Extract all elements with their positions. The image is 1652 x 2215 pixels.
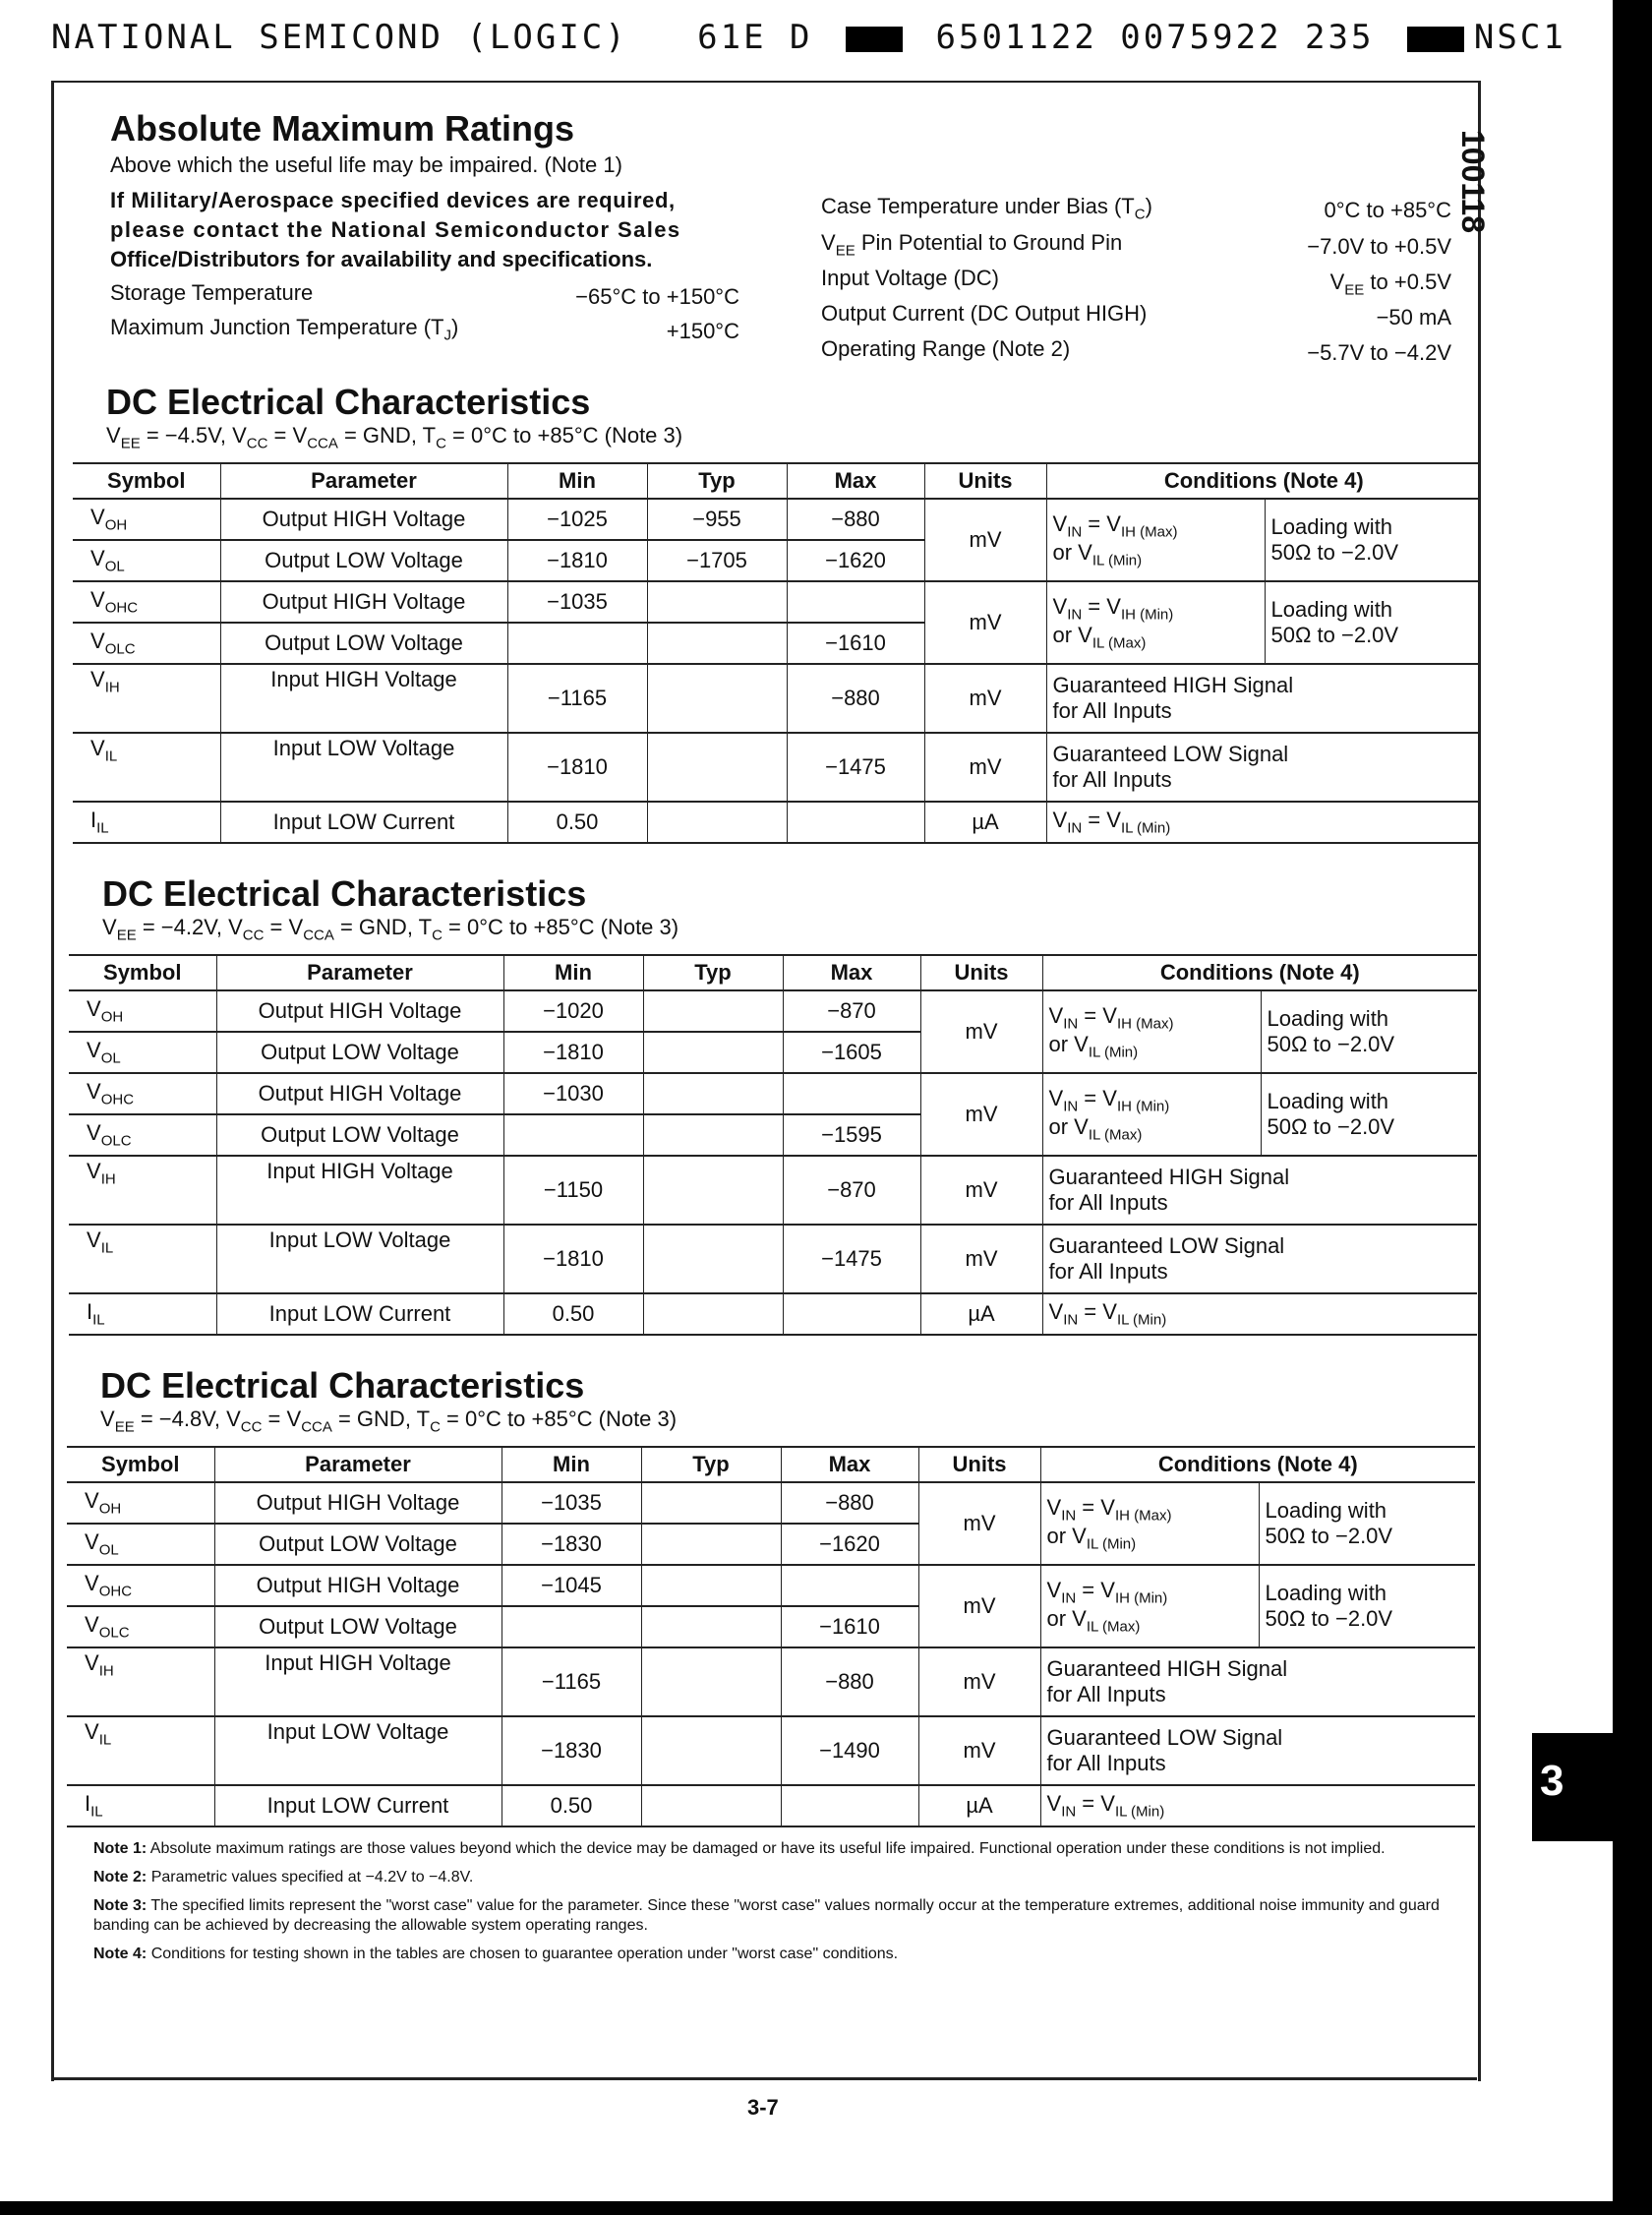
symbol-voh: $V_{OH}$: [69, 990, 216, 1032]
dc-title-0: DC Electrical Characteristics: [106, 382, 591, 422]
header-code-2: 6501122 0075922 235: [935, 18, 1375, 57]
symbol-vohc: $V_{OHC}$: [69, 1073, 216, 1114]
param-vih: Input HIGH Voltage: [220, 664, 507, 733]
table-row: [69, 1225, 1477, 1293]
vih-typ: [641, 1647, 781, 1716]
military-note-line-1: If Military/Aerospace specified devices are required,: [110, 188, 676, 212]
dc-table-2: [67, 1446, 1475, 1827]
military-note-line-2: please contact the National Semiconductor Sales: [110, 217, 681, 242]
col-symbol: Symbol: [69, 955, 216, 990]
vil-min: −1830: [502, 1716, 641, 1785]
volc-max: −1595: [783, 1114, 920, 1156]
abs-left-label-1: Maximum Junction Temperature $(T_J)$: [110, 315, 459, 344]
table-row: [69, 1156, 1477, 1225]
note-4: Note 4: Conditions for testing shown in the tables are chosen to guarantee operation under "worst case" conditions.: [93, 1946, 899, 1962]
table-row: [69, 990, 1477, 1032]
vohc-max: [781, 1565, 918, 1606]
param-vol: Output LOW Voltage: [216, 1032, 503, 1073]
col-conditions: Conditions (Note 4): [1042, 955, 1477, 990]
units-vil: mV: [918, 1716, 1040, 1785]
param-voh: Output HIGH Voltage: [214, 1482, 502, 1524]
cond-loading-2: Loading with 50Ω to −2.0V: [1265, 581, 1481, 664]
table-row: [67, 1647, 1475, 1716]
col-typ: Typ: [641, 1447, 781, 1482]
units-voh-vol: mV: [920, 990, 1042, 1073]
vil-min: −1810: [507, 733, 647, 802]
dc-conditions-1: $V_{EE} = -4.2V$, $V_{CC} = V_{CCA}$ = GND, $T_C = 0^\circ C$ to +85°C (Note 3): [102, 915, 679, 944]
volc-min: [503, 1114, 643, 1156]
table-row: [67, 1482, 1475, 1524]
param-iil: Input LOW Current: [214, 1785, 502, 1826]
symbol-vih: $V_{IH}$: [73, 664, 220, 733]
cond-guaranteed-low: Guaranteed LOW Signal for All Inputs: [1042, 1225, 1477, 1293]
dc-header-row: [67, 1447, 1475, 1482]
cond-loading: Loading with 50Ω to −2.0V: [1259, 1482, 1475, 1565]
volc-max: −1610: [787, 623, 924, 664]
volc-max: −1610: [781, 1606, 918, 1647]
abs-right-value-4: −5.7V to −4.2V: [1307, 340, 1451, 365]
symbol-vol: $V_{OL}$: [67, 1524, 214, 1565]
symbol-voh: $V_{OH}$: [67, 1482, 214, 1524]
param-vohc: Output HIGH Voltage: [214, 1565, 502, 1606]
symbol-vil: $V_{IL}$: [73, 733, 220, 802]
symbol-vih: $V_{IH}$: [67, 1647, 214, 1716]
cond-loading: Loading with 50Ω to −2.0V: [1261, 990, 1477, 1073]
col-units: Units: [924, 463, 1046, 499]
vohc-typ: [647, 581, 787, 623]
units-vih: mV: [924, 664, 1046, 733]
vol-typ: −1705: [647, 540, 787, 581]
symbol-vih: $V_{IH}$: [69, 1156, 216, 1225]
vil-typ: [647, 733, 787, 802]
table-row: [73, 802, 1481, 843]
units-vil: mV: [920, 1225, 1042, 1293]
vih-typ: [643, 1156, 783, 1225]
note-1: Note 1: Absolute maximum ratings are those values beyond which the device may be damaged or have its useful life impaired. Functional operation under these conditions is not implied.: [93, 1840, 1386, 1857]
table-row: [69, 1073, 1477, 1114]
abs-left-label-0: Storage Temperature: [110, 280, 314, 305]
cond-loading: Loading with 50Ω to −2.0V: [1265, 499, 1481, 581]
cond-vin-vih-max: $V_{IN} = V_{IH (Max)}$ or $V_{IL (Min)}$: [1040, 1482, 1259, 1565]
document-header: [51, 18, 1605, 65]
abs-right-label-0: Case Temperature under Bias $(T_C)$: [821, 194, 1152, 223]
symbol-volc: $V_{OLC}$: [73, 623, 220, 664]
cond-vin-vih-min: $V_{IN} = V_{IH (Min)}$ or $V_{IL (Max)}$: [1040, 1565, 1259, 1647]
table-row: [67, 1565, 1475, 1606]
dc-table-1: [69, 954, 1477, 1336]
param-volc: Output LOW Voltage: [220, 623, 507, 664]
vol-min: −1810: [503, 1032, 643, 1073]
vih-max: −880: [781, 1647, 918, 1716]
units-iil: µA: [920, 1293, 1042, 1335]
note-3: Note 3: The specified limits represent the "worst case" value for the parameter. Since these "worst case" values normally occur at the temperature extremes, additional noise immunity and guard banding can be achieved by decreasing the allowable system operating ranges.: [93, 1897, 1440, 1934]
voh-min: −1035: [502, 1482, 641, 1524]
iil-typ: [641, 1785, 781, 1826]
vih-min: −1150: [503, 1156, 643, 1225]
page-frame-bottom: [51, 2077, 1477, 2080]
units-vohc-volc: mV: [924, 581, 1046, 664]
voh-max: −870: [783, 990, 920, 1032]
table-row: [73, 499, 1481, 540]
col-max: Max: [787, 463, 924, 499]
volc-min: [507, 623, 647, 664]
vol-max: −1620: [787, 540, 924, 581]
param-vih: Input HIGH Voltage: [214, 1647, 502, 1716]
units-voh-vol: mV: [924, 499, 1046, 581]
symbol-vil: $V_{IL}$: [67, 1716, 214, 1785]
symbol-iil: $I_{IL}$: [67, 1785, 214, 1826]
vol-min: −1830: [502, 1524, 641, 1565]
col-typ: Typ: [647, 463, 787, 499]
vil-max: −1475: [787, 733, 924, 802]
vih-min: −1165: [507, 664, 647, 733]
col-symbol: Symbol: [67, 1447, 214, 1482]
iil-max: [787, 802, 924, 843]
col-conditions: Conditions (Note 4): [1046, 463, 1481, 499]
col-parameter: Parameter: [214, 1447, 502, 1482]
cond-vin-vil-min: $V_{IN} = V_{IL (Min)}$: [1046, 802, 1481, 843]
symbol-vil: $V_{IL}$: [69, 1225, 216, 1293]
vih-max: −870: [783, 1156, 920, 1225]
symbol-vol: $V_{OL}$: [69, 1032, 216, 1073]
vol-max: −1620: [781, 1524, 918, 1565]
abs-right-label-2: Input Voltage (DC): [821, 266, 999, 290]
abs-left-value-1: +150°C: [666, 319, 739, 343]
symbol-vol: $V_{OL}$: [73, 540, 220, 581]
cond-vin-vil-min: $V_{IN} = V_{IL (Min)}$: [1042, 1293, 1477, 1335]
col-symbol: Symbol: [73, 463, 220, 499]
abs-max-subtitle: Above which the useful life may be impaired. (Note 1): [110, 152, 622, 177]
table-row: [67, 1785, 1475, 1826]
dc-title-2: DC Electrical Characteristics: [100, 1365, 585, 1406]
table-row: [73, 664, 1481, 733]
abs-right-value-1: −7.0V to +0.5V: [1307, 234, 1451, 259]
volc-min: [502, 1606, 641, 1647]
cond-guaranteed-low: Guaranteed LOW Signal for All Inputs: [1046, 733, 1481, 802]
cond-loading-2: Loading with 50Ω to −2.0V: [1261, 1073, 1477, 1156]
abs-right-value-3: −50 mA: [1376, 305, 1451, 329]
iil-max: [781, 1785, 918, 1826]
abs-right-label-4: Operating Range (Note 2): [821, 336, 1071, 361]
col-min: Min: [507, 463, 647, 499]
cond-loading-2: Loading with 50Ω to −2.0V: [1259, 1565, 1475, 1647]
dc-table-0: [73, 462, 1481, 844]
param-vil: Input LOW Voltage: [216, 1225, 503, 1293]
vohc-min: −1045: [502, 1565, 641, 1606]
col-units: Units: [918, 1447, 1040, 1482]
table-row: [73, 733, 1481, 802]
page-number: 3-7: [747, 2095, 779, 2120]
col-parameter: Parameter: [220, 463, 507, 499]
col-max: Max: [783, 955, 920, 990]
military-note-line-3: Office/Distributors for availability and specifications.: [110, 247, 653, 271]
units-vohc-volc: mV: [920, 1073, 1042, 1156]
units-vohc-volc: mV: [918, 1565, 1040, 1647]
vohc-typ: [641, 1565, 781, 1606]
param-vol: Output LOW Voltage: [214, 1524, 502, 1565]
units-vih: mV: [918, 1647, 1040, 1716]
col-min: Min: [503, 955, 643, 990]
cond-guaranteed-low: Guaranteed LOW Signal for All Inputs: [1040, 1716, 1475, 1785]
notes-section: [93, 1839, 1441, 1973]
cond-vin-vih-min: $V_{IN} = V_{IH (Min)}$ or $V_{IL (Max)}$: [1042, 1073, 1261, 1156]
voh-typ: [643, 990, 783, 1032]
abs-left-value-0: −65°C to +150°C: [575, 284, 739, 309]
units-iil: µA: [924, 802, 1046, 843]
vol-typ: [641, 1524, 781, 1565]
col-min: Min: [502, 1447, 641, 1482]
header-block-1: [846, 27, 903, 52]
param-volc: Output LOW Voltage: [216, 1114, 503, 1156]
vil-min: −1810: [503, 1225, 643, 1293]
vohc-typ: [643, 1073, 783, 1114]
units-iil: µA: [918, 1785, 1040, 1826]
vih-min: −1165: [502, 1647, 641, 1716]
symbol-voh: $V_{OH}$: [73, 499, 220, 540]
vol-max: −1605: [783, 1032, 920, 1073]
header-company: NATIONAL SEMICOND (LOGIC): [51, 18, 628, 57]
col-max: Max: [781, 1447, 918, 1482]
dc-conditions-0: $V_{EE} = -4.5V$, $V_{CC} = V_{CCA}$ = GND, $T_C = 0^\circ C$ to +85°C (Note 3): [106, 423, 683, 452]
param-vil: Input LOW Voltage: [214, 1716, 502, 1785]
cond-vin-vih-max: $V_{IN} = V_{IH (Max)}$ or $V_{IL (Min)}$: [1046, 499, 1265, 581]
vohc-max: [783, 1073, 920, 1114]
vil-typ: [643, 1225, 783, 1293]
abs-right-label-3: Output Current (DC Output HIGH): [821, 301, 1148, 326]
iil-typ: [647, 802, 787, 843]
param-voh: Output HIGH Voltage: [220, 499, 507, 540]
dc-title-1: DC Electrical Characteristics: [102, 873, 587, 914]
section-tab: 3: [1532, 1733, 1652, 1841]
cond-guaranteed-high: Guaranteed HIGH Signal for All Inputs: [1046, 664, 1481, 733]
col-units: Units: [920, 955, 1042, 990]
cond-guaranteed-high: Guaranteed HIGH Signal for All Inputs: [1042, 1156, 1477, 1225]
vol-typ: [643, 1032, 783, 1073]
vohc-min: −1030: [503, 1073, 643, 1114]
abs-right-value-0: 0°C to +85°C: [1324, 198, 1451, 222]
cond-vin-vih-min: $V_{IN} = V_{IH (Min)}$ or $V_{IL (Max)}$: [1046, 581, 1265, 664]
header-code-1: 61E D: [697, 18, 813, 57]
vil-typ: [641, 1716, 781, 1785]
symbol-volc: $V_{OLC}$: [69, 1114, 216, 1156]
param-vil: Input LOW Voltage: [220, 733, 507, 802]
vil-max: −1475: [783, 1225, 920, 1293]
header-code-3: NSC1: [1473, 18, 1566, 57]
dc-header-row: [73, 463, 1481, 499]
param-volc: Output LOW Voltage: [214, 1606, 502, 1647]
cond-vin-vih-max: $V_{IN} = V_{IH (Max)}$ or $V_{IL (Min)}$: [1042, 990, 1261, 1073]
param-voh: Output HIGH Voltage: [216, 990, 503, 1032]
table-row: [69, 1293, 1477, 1335]
param-vol: Output LOW Voltage: [220, 540, 507, 581]
table-row: [67, 1716, 1475, 1785]
voh-typ: [641, 1482, 781, 1524]
symbol-vohc: $V_{OHC}$: [67, 1565, 214, 1606]
voh-max: −880: [787, 499, 924, 540]
units-vil: mV: [924, 733, 1046, 802]
symbol-volc: $V_{OLC}$: [67, 1606, 214, 1647]
dc-header-row: [69, 955, 1477, 990]
cond-vin-vil-min: $V_{IN} = V_{IL (Min)}$: [1040, 1785, 1475, 1826]
units-voh-vol: mV: [918, 1482, 1040, 1565]
param-iil: Input LOW Current: [220, 802, 507, 843]
vohc-max: [787, 581, 924, 623]
iil-min: 0.50: [502, 1785, 641, 1826]
iil-max: [783, 1293, 920, 1335]
voh-min: −1020: [503, 990, 643, 1032]
cond-guaranteed-high: Guaranteed HIGH Signal for All Inputs: [1040, 1647, 1475, 1716]
note-2: Note 2: Parametric values specified at −4.2V to −4.8V.: [93, 1869, 474, 1886]
scan-edge-bottom: [0, 2201, 1652, 2215]
vil-max: −1490: [781, 1716, 918, 1785]
col-parameter: Parameter: [216, 955, 503, 990]
voh-min: −1025: [507, 499, 647, 540]
vohc-min: −1035: [507, 581, 647, 623]
symbol-vohc: $V_{OHC}$: [73, 581, 220, 623]
iil-min: 0.50: [503, 1293, 643, 1335]
part-number-side-label: 100118: [1455, 130, 1491, 234]
header-block-2: [1407, 27, 1464, 52]
dc-conditions-2: $V_{EE} = -4.8V$, $V_{CC} = V_{CCA}$ = GND, $T_C = 0^\circ C$ to +85°C (Note 3): [100, 1407, 678, 1436]
vih-typ: [647, 664, 787, 733]
param-vih: Input HIGH Voltage: [216, 1156, 503, 1225]
volc-typ: [641, 1606, 781, 1647]
param-iil: Input LOW Current: [216, 1293, 503, 1335]
param-vohc: Output HIGH Voltage: [216, 1073, 503, 1114]
col-conditions: Conditions (Note 4): [1040, 1447, 1475, 1482]
symbol-iil: $I_{IL}$: [73, 802, 220, 843]
abs-right-value-2: $V_{EE}$ to +0.5V: [1329, 269, 1451, 299]
abs-max-title: Absolute Maximum Ratings: [110, 108, 575, 149]
voh-max: −880: [781, 1482, 918, 1524]
iil-min: 0.50: [507, 802, 647, 843]
voh-typ: −955: [647, 499, 787, 540]
vol-min: −1810: [507, 540, 647, 581]
scan-edge: [1613, 0, 1652, 2215]
param-vohc: Output HIGH Voltage: [220, 581, 507, 623]
units-vih: mV: [920, 1156, 1042, 1225]
abs-right-label-1: $V_{EE}$ Pin Potential to Ground Pin: [821, 230, 1123, 260]
col-typ: Typ: [643, 955, 783, 990]
volc-typ: [647, 623, 787, 664]
volc-typ: [643, 1114, 783, 1156]
table-row: [73, 581, 1481, 623]
symbol-iil: $I_{IL}$: [69, 1293, 216, 1335]
iil-typ: [643, 1293, 783, 1335]
vih-max: −880: [787, 664, 924, 733]
